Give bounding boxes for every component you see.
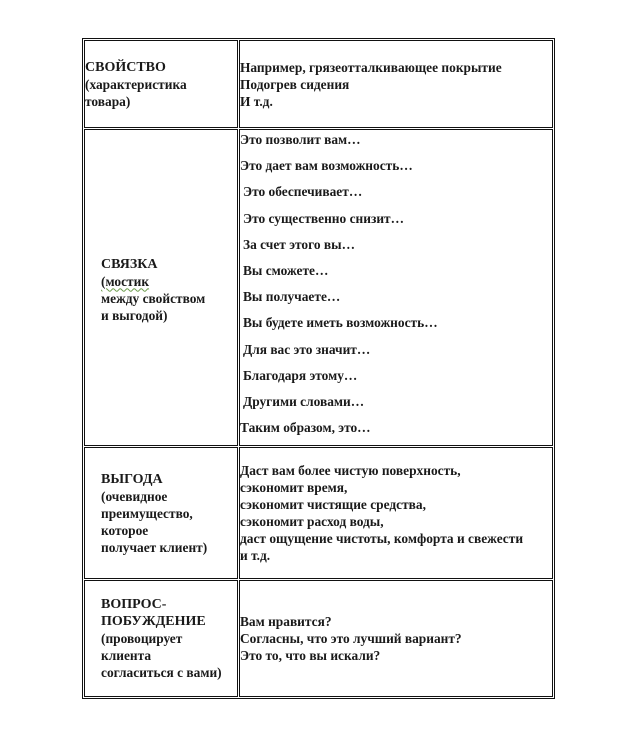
content-line: Это обеспечивает… — [243, 184, 363, 200]
term-title: ВОПРОС- — [101, 597, 167, 613]
table-row-question-prompt — [84, 580, 553, 697]
content-line: И т.д. — [240, 93, 273, 109]
content-cell — [239, 580, 553, 697]
term-description-line: клиента — [101, 648, 152, 664]
term-description-line: (характеристика — [85, 76, 187, 92]
term-description-line: между свойством — [101, 290, 206, 306]
spellcheck-underlined-text: (мостик — [101, 273, 150, 289]
content-line: Даст вам более чистую поверхность, — [240, 463, 461, 479]
content-cell — [239, 129, 553, 446]
term-description-line: товара) — [85, 93, 131, 109]
content-line: даст ощущение чистоты, комфорта и свежести — [240, 531, 524, 547]
content-line: Например, грязеотталкивающее покрытие — [240, 59, 502, 75]
content-cell — [239, 40, 553, 128]
table-row-bridge — [84, 129, 553, 446]
content-line: Это существенно снизит… — [243, 210, 405, 226]
table-row-property — [84, 40, 553, 128]
term-cell — [84, 580, 238, 697]
content-line: Вы получаете… — [243, 289, 341, 305]
content-line: сэкономит чистящие средства, — [240, 497, 426, 513]
term-description-line: преимущество, — [101, 505, 193, 521]
content-line: и т.д. — [240, 548, 271, 564]
content-line: Это то, что вы искали? — [240, 648, 381, 664]
term-description-line: получает клиент) — [101, 539, 208, 555]
term-description-line: (провоцирует — [101, 631, 183, 647]
term-description-line: (очевидное — [101, 488, 168, 504]
content-line: Согласны, что это лучший вариант? — [240, 631, 462, 647]
term-description-line — [101, 273, 237, 290]
content-line: Вы сможете… — [243, 262, 329, 278]
content-line: Вам нравится? — [240, 614, 332, 630]
content-line: сэкономит время, — [240, 480, 348, 496]
content-line: Другими словами… — [243, 393, 365, 409]
content-line: За счет этого вы… — [243, 236, 355, 252]
content-line: Вы будете иметь возможность… — [243, 315, 438, 331]
sales-technique-table — [82, 38, 555, 699]
term-cell — [84, 129, 238, 446]
term-title: ВЫГОДА — [101, 471, 163, 487]
term-cell — [84, 447, 238, 579]
term-title: ПОБУЖДЕНИЕ — [101, 614, 206, 630]
content-line: Таким образом, это… — [240, 420, 371, 436]
term-description-line: и выгодой) — [101, 307, 168, 323]
term-title: СВЯЗКА — [101, 256, 158, 272]
term-title: СВОЙСТВО — [85, 59, 166, 75]
content-line: Для вас это значит… — [243, 341, 371, 357]
table-row-benefit — [84, 447, 553, 579]
term-description-line: согласиться с вами) — [101, 665, 222, 681]
content-line: Это позволит вам… — [240, 132, 361, 147]
content-line: сэкономит расход воды, — [240, 514, 384, 530]
content-line: Подогрев сидения — [240, 76, 350, 92]
content-line: Это дает вам возможность… — [240, 158, 413, 174]
term-cell — [84, 40, 238, 128]
content-line: Благодаря этому… — [243, 367, 358, 383]
content-cell — [239, 447, 553, 579]
term-description-line: которое — [101, 522, 149, 538]
